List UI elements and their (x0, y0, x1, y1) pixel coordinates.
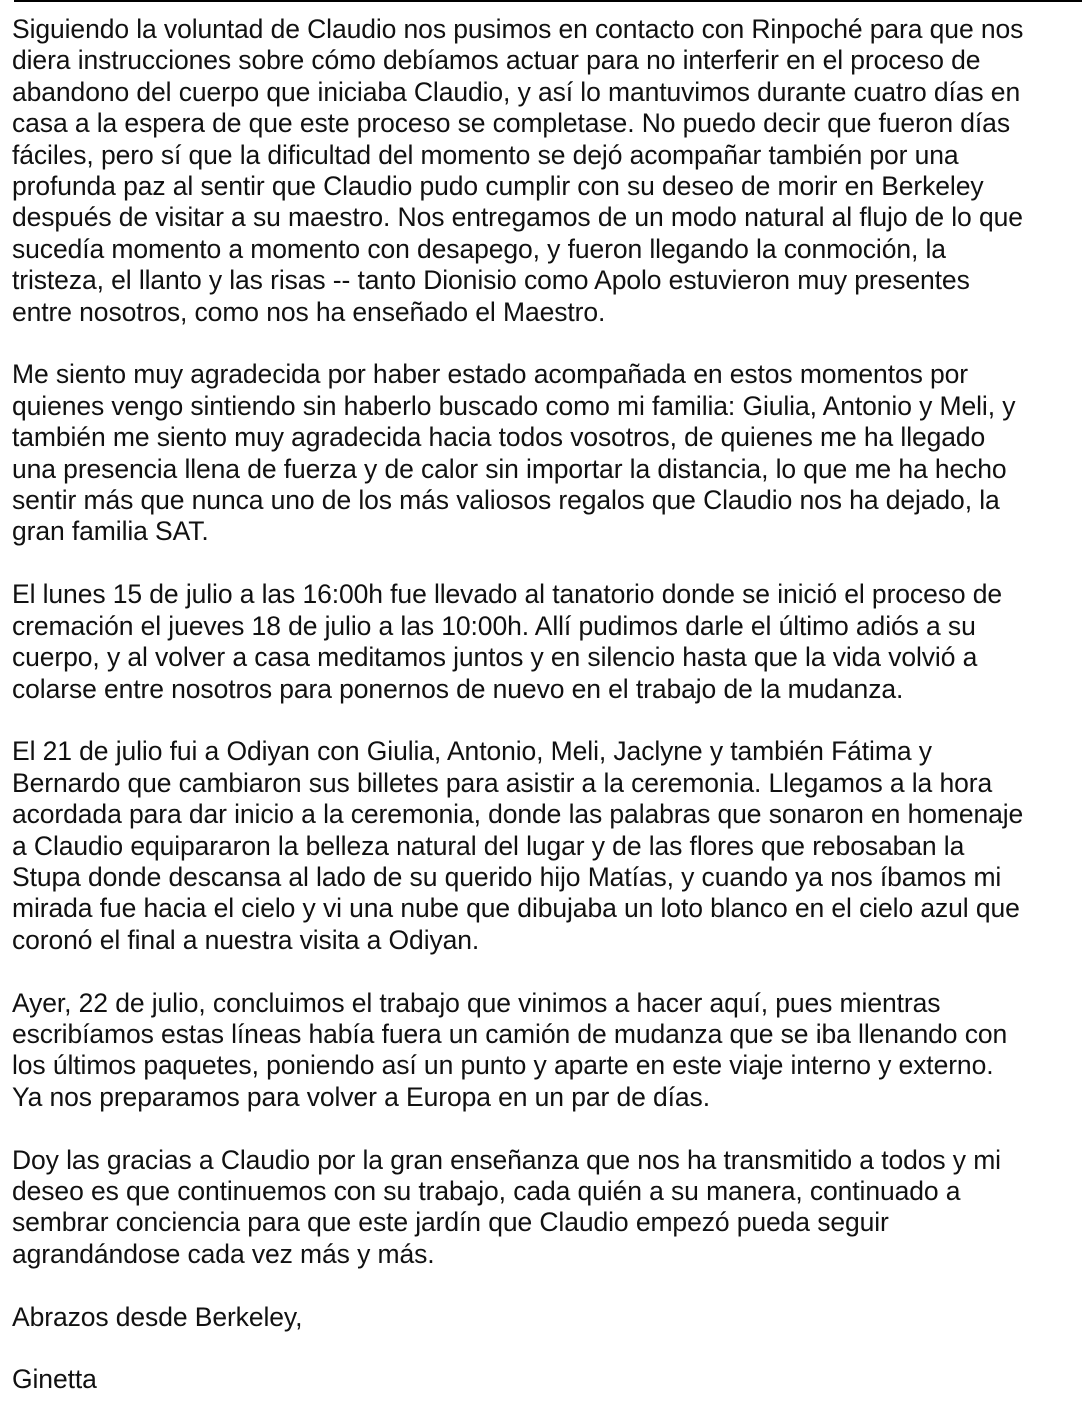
text-line: Ya nos preparamos para volver a Europa en un par de días. (12, 1081, 710, 1112)
signature (12, 1364, 1072, 1395)
text-line: Doy las gracias a Claudio por la gran enseñanza que nos ha transmitido a todos y mi (12, 1144, 1001, 1175)
closing-line (12, 1302, 1072, 1333)
text-line: Ayer, 22 de julio, concluimos el trabajo que vinimos a hacer aquí, pues mientras (12, 987, 941, 1018)
text-line: mirada fue hacia el cielo y vi una nube que dibujaba un loto blanco en el cielo azul que (12, 893, 1020, 924)
letter-body (12, 14, 1072, 1396)
paragraph-cremation (12, 579, 1072, 705)
text-line: Ginetta (12, 1364, 97, 1395)
paragraph-moving (12, 988, 1072, 1114)
text-line: fáciles, pero sí que la dificultad del momento se dejó acompañar también por una (12, 139, 959, 170)
text-line: sentir más que nunca uno de los más valiosos regalos que Claudio nos ha dejado, la (12, 485, 1000, 516)
text-line: abandono del cuerpo que iniciaba Claudio, y así lo mantuvimos durante cuatro días en (12, 76, 1021, 107)
text-line: Stupa donde descansa al lado de su querido hijo Matías, y cuando ya nos íbamos mi (12, 861, 1002, 892)
top-rule (14, 0, 1082, 2)
text-line: también me siento muy agradecida hacia todos vosotros, de quienes me ha llegado (12, 422, 986, 453)
text-line: coronó el final a nuestra visita a Odiyan. (12, 924, 480, 955)
text-line: Siguiendo la voluntad de Claudio nos pusimos en contacto con Rinpoché para que nos (12, 14, 1024, 44)
text-line: deseo es que continuemos con su trabajo, cada quién a su manera, continuado a (12, 1175, 961, 1206)
text-line: acordada para dar inicio a la ceremonia, donde las palabras que sonaron en homenaje (12, 799, 1024, 830)
text-line: entre nosotros, como nos ha enseñado el Maestro. (12, 296, 606, 327)
text-line: agrandándose cada vez más y más. (12, 1238, 435, 1269)
text-line: El 21 de julio fui a Odiyan con Giulia, Antonio, Meli, Jaclyne y también Fátima y (12, 736, 932, 767)
text-line: Abrazos desde Berkeley, (12, 1301, 303, 1332)
text-line: sembrar conciencia para que este jardín que Claudio empezó pueda seguir (12, 1207, 889, 1238)
text-line: diera instrucciones sobre cómo debíamos actuar para no interferir en el proceso de (12, 45, 981, 76)
paragraph-gratitude (12, 359, 1072, 547)
text-line: casa a la espera de que este proceso se completase. No puedo decir que fueron días (12, 108, 1010, 139)
text-line: quienes vengo sintiendo sin haberlo buscado como mi familia: Giulia, Antonio y Meli, y (12, 390, 1016, 421)
text-line: a Claudio equipararon la belleza natural del lugar y de las flores que rebosaban la (12, 830, 965, 861)
text-line: cuerpo, y al volver a casa meditamos juntos y en silencio hasta que la vida volvió a (12, 642, 978, 673)
text-line: escribíamos estas líneas había fuera un camión de mudanza que se iba llenando con (12, 1018, 1008, 1049)
text-line: gran familia SAT. (12, 516, 209, 547)
paragraph-odiyan (12, 736, 1072, 956)
paragraph-thanks (12, 1145, 1072, 1271)
text-line: tristeza, el llanto y las risas -- tanto Dionisio como Apolo estuvieron muy presentes (12, 265, 970, 296)
text-line: Bernardo que cambiaron sus billetes para asistir a la ceremonia. Llegamos a la hora (12, 767, 993, 798)
text-line: El lunes 15 de julio a las 16:00h fue llevado al tanatorio donde se inició el proceso de (12, 579, 1003, 610)
text-line: después de visitar a su maestro. Nos entregamos de un modo natural al flujo de lo que (12, 202, 1023, 233)
text-line: colarse entre nosotros para ponernos de nuevo en el trabajo de la mudanza. (12, 673, 904, 704)
paragraph-vigil (12, 14, 1072, 328)
text-line: Me siento muy agradecida por haber estado acompañada en estos momentos por (12, 359, 969, 390)
text-line: sucedía momento a momento con desapego, y fueron llegando la conmoción, la (12, 233, 946, 264)
text-line: los últimos paquetes, poniendo así un punto y aparte en este viaje interno y externo. (12, 1050, 994, 1081)
text-line: una presencia llena de fuerza y de calor sin importar la distancia, lo que me ha hecho (12, 453, 1007, 484)
text-line: cremación el jueves 18 de julio a las 10:00h. Allí pudimos darle el último adiós a su (12, 610, 976, 641)
text-line: profunda paz al sentir que Claudio pudo cumplir con su deseo de morir en Berkeley (12, 171, 984, 202)
